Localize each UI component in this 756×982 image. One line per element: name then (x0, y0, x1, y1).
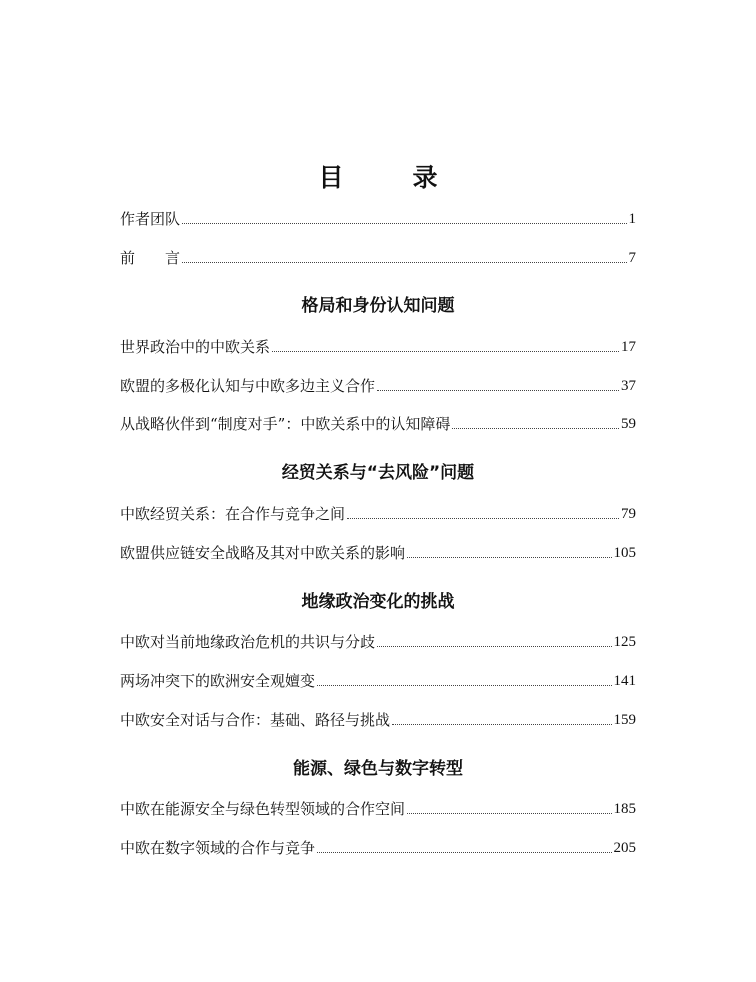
section-heading: 格局和身份认知问题 (301, 296, 455, 316)
section-heading: 能源、绿色与数字转型 (293, 759, 463, 779)
section-heading: 地缘政治变化的挑战 (301, 592, 455, 612)
toc-entry-page: 79 (621, 506, 636, 522)
dot-leader (182, 223, 626, 224)
dot-leader (317, 685, 611, 686)
toc-title: 目 录 (318, 163, 460, 192)
dot-leader (347, 518, 619, 519)
toc-entry-page: 105 (613, 545, 636, 561)
toc-entry-label: 中欧安全对话与合作：基础、路径与挑战 (120, 711, 391, 729)
toc-entry-label: 中欧经贸关系：在合作与竞争之间 (120, 505, 346, 523)
dot-leader (407, 557, 611, 558)
dot-leader (392, 724, 611, 725)
dot-leader (377, 390, 619, 391)
toc-entry-preface[interactable] (120, 247, 636, 269)
toc-entry-label: 前 言 (120, 249, 181, 267)
toc-entry[interactable] (120, 798, 636, 820)
toc-entry[interactable] (120, 837, 636, 859)
toc-entry-label: 中欧对当前地缘政治危机的共识与分歧 (120, 633, 376, 651)
dot-leader (377, 646, 611, 647)
toc-entry[interactable] (120, 503, 636, 525)
toc-entry-page: 17 (621, 339, 636, 355)
toc-entry-label: 欧盟的多极化认知与中欧多边主义合作 (120, 377, 376, 395)
toc-entry-page: 185 (613, 801, 636, 817)
toc-entry-page: 205 (613, 840, 636, 856)
toc-entry[interactable] (120, 542, 636, 564)
toc-entry-label: 中欧在数字领域的合作与竞争 (120, 839, 316, 857)
dot-leader (407, 813, 611, 814)
dot-leader (182, 262, 626, 263)
toc-entry-authors[interactable] (120, 208, 636, 230)
toc-entry[interactable] (120, 413, 636, 435)
toc-entry[interactable] (120, 631, 636, 653)
dot-leader (452, 428, 619, 429)
toc-entry-label: 作者团队 (120, 210, 181, 228)
toc-entry-label: 欧盟供应链安全战略及其对中欧关系的影响 (120, 544, 406, 562)
toc-entry-page: 1 (628, 211, 636, 227)
toc-entry[interactable] (120, 375, 636, 397)
toc-entry[interactable] (120, 336, 636, 358)
toc-entry[interactable] (120, 709, 636, 731)
toc-entry-page: 37 (621, 378, 636, 394)
toc-entry-label: 从战略伙伴到“制度对手”：中欧关系中的认知障碍 (120, 415, 451, 433)
dot-leader (272, 351, 619, 352)
toc-entry-label: 两场冲突下的欧洲安全观嬗变 (120, 672, 316, 690)
section-heading: 经贸关系与“去风险”问题 (281, 463, 475, 483)
toc-entry-page: 59 (621, 416, 636, 432)
toc-entry-page: 125 (613, 634, 636, 650)
toc-entry-page: 7 (628, 250, 636, 266)
dot-leader (317, 852, 611, 853)
toc-entry-page: 141 (613, 673, 636, 689)
toc-entry-label: 世界政治中的中欧关系 (120, 338, 271, 356)
toc-entry-label: 中欧在能源安全与绿色转型领域的合作空间 (120, 800, 406, 818)
toc-entry-page: 159 (613, 712, 636, 728)
toc-entry[interactable] (120, 670, 636, 692)
